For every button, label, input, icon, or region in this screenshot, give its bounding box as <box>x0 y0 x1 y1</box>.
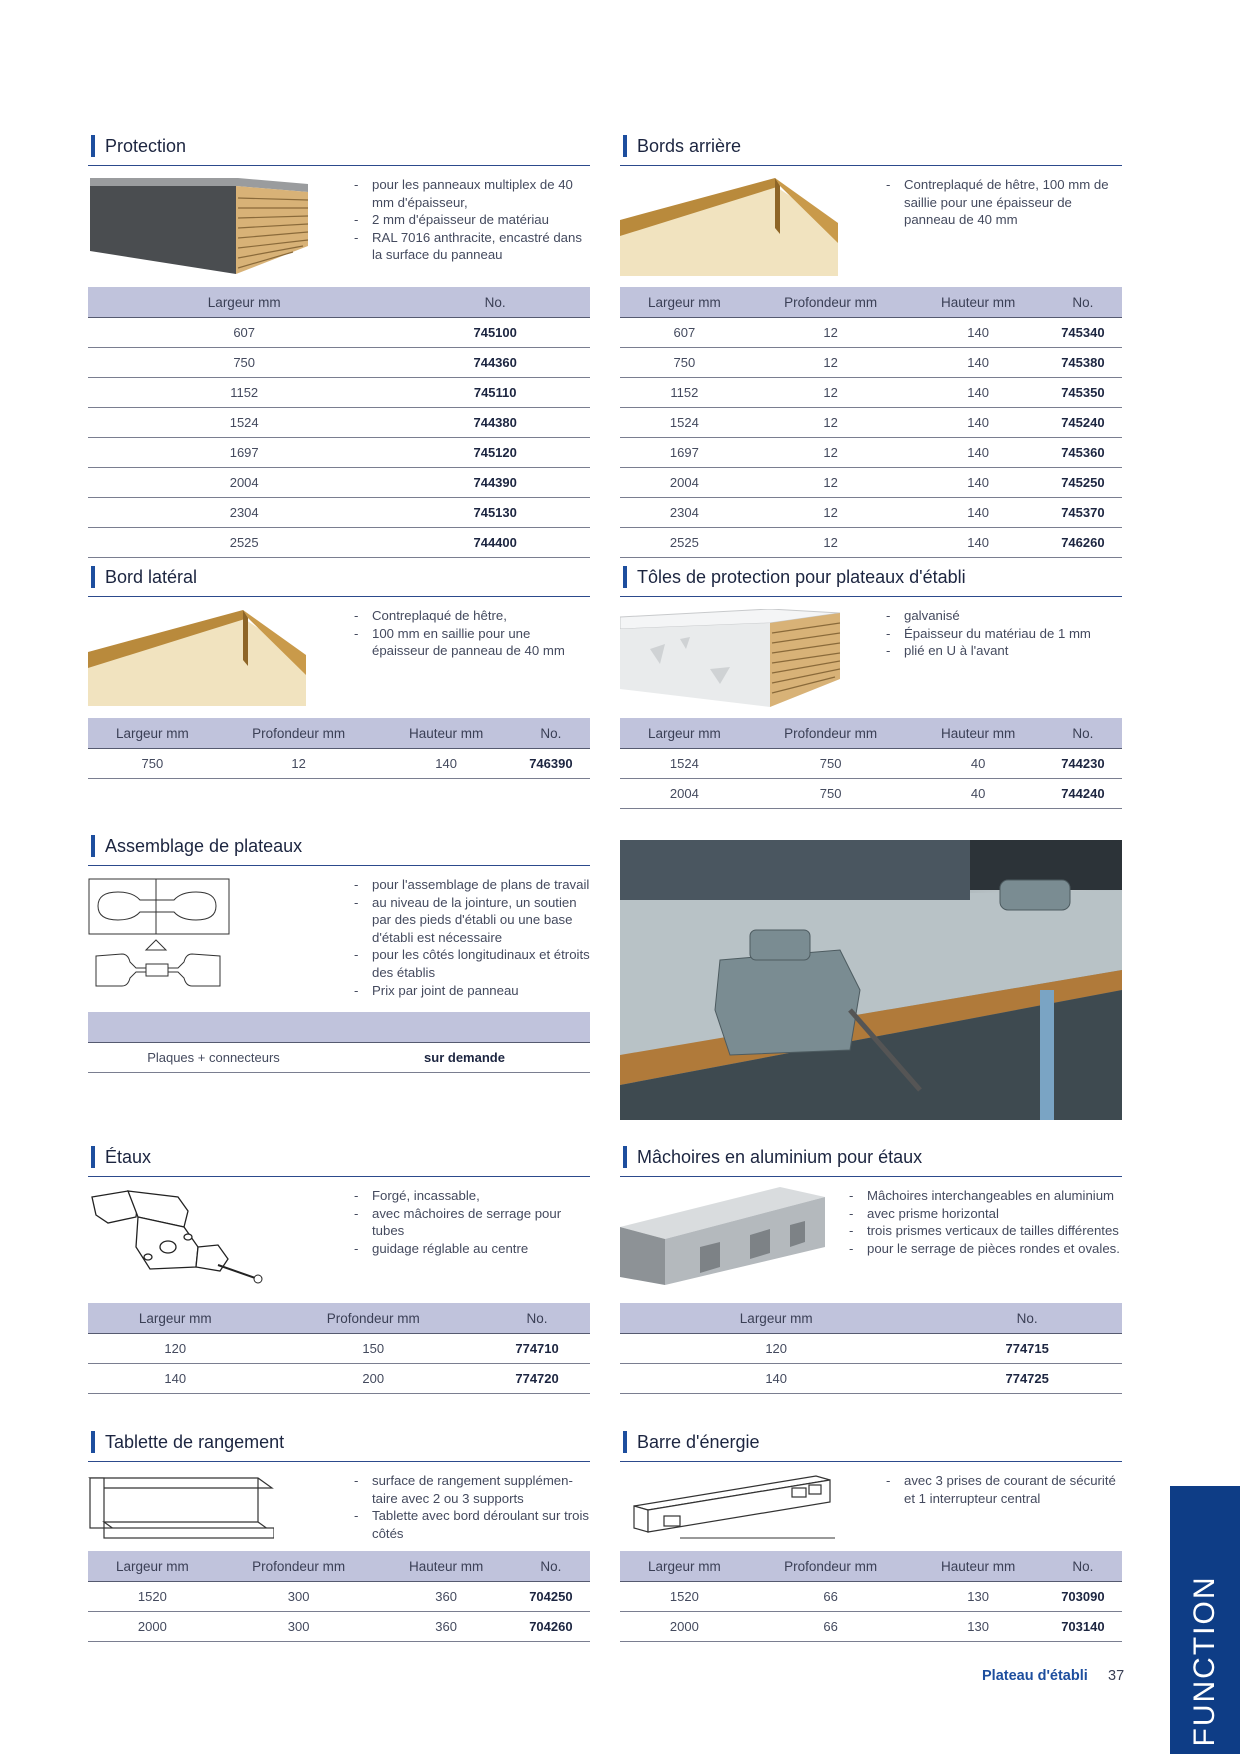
machoires-features <box>849 1187 1124 1257</box>
table-row <box>620 408 1122 438</box>
cell: 1520 <box>620 1582 749 1612</box>
feature-item: - guidage réglable au centre <box>354 1240 590 1258</box>
cell-width: 1524 <box>88 408 400 438</box>
column-header <box>88 1012 590 1043</box>
section-title-text: Étaux <box>105 1147 152 1167</box>
column-header: Profondeur mm <box>749 1551 913 1582</box>
cell-description: Plaques + connecteurs <box>88 1043 339 1073</box>
cell-width: 1697 <box>88 438 400 468</box>
cell-number: 744360 <box>400 348 590 378</box>
cell: 607 <box>620 318 749 348</box>
cell-number: 745110 <box>400 378 590 408</box>
table-row <box>88 528 590 558</box>
cell-width: 2304 <box>88 498 400 528</box>
table-row <box>620 528 1122 558</box>
table-row <box>620 348 1122 378</box>
cell-width: 1152 <box>88 378 400 408</box>
column-header: Largeur mm <box>88 718 217 749</box>
feature-item: - Tablette avec bord déroulant sur trois côtés <box>354 1507 590 1542</box>
barre-features <box>886 1472 1122 1507</box>
feature-item: - avec prisme horizontal <box>849 1205 1124 1223</box>
assemblage-table <box>88 1012 590 1073</box>
protection-features <box>354 176 590 264</box>
cell: 140 <box>912 318 1043 348</box>
column-header: Largeur mm <box>620 1303 932 1334</box>
cell: 2304 <box>620 498 749 528</box>
cell: 12 <box>749 498 913 528</box>
cell-width: 607 <box>88 318 400 348</box>
cell: 66 <box>749 1582 913 1612</box>
feature-item: - Épaisseur du matériau de 1 mm <box>886 625 1122 643</box>
protection-image <box>88 176 308 276</box>
cell-number: 774710 <box>484 1334 590 1364</box>
cell-number: 745240 <box>1044 408 1122 438</box>
cell-number: 745120 <box>400 438 590 468</box>
column-header: No. <box>932 1303 1122 1334</box>
cell-number: 744230 <box>1044 749 1122 779</box>
feature-item: - 100 mm en saillie pour une épaisseur de panneau de 40 mm <box>354 625 590 660</box>
feature-item: - avec 3 prises de courant de sécurité et 1 interrupteur central <box>886 1472 1122 1507</box>
cell-number: 744380 <box>400 408 590 438</box>
cell: 150 <box>262 1334 484 1364</box>
cell: 140 <box>912 438 1043 468</box>
cell-number: 704260 <box>512 1612 590 1642</box>
cell: 1697 <box>620 438 749 468</box>
bords-arriere-table <box>620 287 1122 558</box>
cell: 140 <box>88 1364 262 1394</box>
column-header: Hauteur mm <box>380 718 511 749</box>
feature-item: - Contreplaqué de hêtre, <box>354 607 590 625</box>
table-row <box>620 1582 1122 1612</box>
feature-item: - avec mâchoires de serrage pour tubes <box>354 1205 590 1240</box>
cell: 2000 <box>88 1612 217 1642</box>
cell: 40 <box>912 749 1043 779</box>
cell: 300 <box>217 1612 381 1642</box>
storage-shelf-image <box>88 1472 274 1542</box>
cell: 12 <box>749 438 913 468</box>
column-header: Hauteur mm <box>912 718 1043 749</box>
toles-table <box>620 718 1122 809</box>
table-row <box>88 348 590 378</box>
cell: 300 <box>217 1582 381 1612</box>
cell: 360 <box>380 1582 511 1612</box>
table-row <box>88 498 590 528</box>
section-barre <box>620 1430 1122 1634</box>
feature-item: - Forgé, incassable, <box>354 1187 590 1205</box>
cell: 750 <box>88 749 217 779</box>
section-machoires <box>620 1145 1122 1386</box>
barre-table <box>620 1551 1122 1642</box>
cell: 140 <box>912 468 1043 498</box>
cell: 12 <box>749 318 913 348</box>
cell: 140 <box>380 749 511 779</box>
section-title-text: Tôles de protection pour plateaux d'établi <box>637 567 966 587</box>
table-row <box>88 438 590 468</box>
column-header: No. <box>512 718 590 749</box>
column-header: Largeur mm <box>620 287 749 318</box>
cell-number: 745250 <box>1044 468 1122 498</box>
cell-width: 2525 <box>88 528 400 558</box>
column-header: Profondeur mm <box>217 1551 381 1582</box>
cell: 140 <box>912 348 1043 378</box>
column-header: No. <box>1044 287 1122 318</box>
column-header: No. <box>1044 718 1122 749</box>
section-assemblage <box>88 834 590 1065</box>
column-header: Largeur mm <box>620 1551 749 1582</box>
table-row <box>88 318 590 348</box>
feature-item: - galvanisé <box>886 607 1122 625</box>
cell: 12 <box>749 408 913 438</box>
section-title <box>88 565 590 597</box>
aluminium-jaws-image <box>620 1187 825 1287</box>
section-title <box>88 834 590 866</box>
cell: 1524 <box>620 408 749 438</box>
workbench-photo-drawing <box>620 840 1122 1120</box>
table-row <box>88 1364 590 1394</box>
toles-features <box>886 607 1122 660</box>
cell: 140 <box>620 1364 932 1394</box>
table-row <box>88 1582 590 1612</box>
footer-chapter-title: Plateau d'établi <box>982 1668 1088 1684</box>
column-header: Largeur mm <box>88 1551 217 1582</box>
cell: 1520 <box>88 1582 217 1612</box>
feature-item: - surface de rangement supplémen-taire avec 2 ou 3 supports <box>354 1472 590 1507</box>
column-header: Profondeur mm <box>749 718 913 749</box>
cell-number: 744400 <box>400 528 590 558</box>
side-tab-label: FUNCTION <box>1188 1575 1221 1747</box>
column-header: No. <box>512 1551 590 1582</box>
cell: 12 <box>749 468 913 498</box>
section-bord-lateral <box>88 565 590 771</box>
cell-width: 750 <box>88 348 400 378</box>
machoires-table <box>620 1303 1122 1394</box>
bord-lateral-features <box>354 607 590 660</box>
feature-item: - pour les panneaux multiplex de 40 mm d'épaisseur, <box>354 176 590 211</box>
column-header: Hauteur mm <box>912 1551 1043 1582</box>
feature-item: - au niveau de la jointure, un soutien par des pieds d'établi ou une base d'établi est nécessaire <box>354 894 590 947</box>
cell-number: 745130 <box>400 498 590 528</box>
side-tab <box>1170 1486 1240 1754</box>
cell: 120 <box>620 1334 932 1364</box>
column-header: Hauteur mm <box>912 287 1043 318</box>
cell: 2000 <box>620 1612 749 1642</box>
section-title-text: Mâchoires en aluminium pour étaux <box>637 1147 923 1167</box>
section-title-text: Assemblage de plateaux <box>105 836 303 856</box>
bords-arriere-image <box>620 178 838 276</box>
feature-item: - trois prismes verticaux de tailles différentes <box>849 1222 1124 1240</box>
table-row <box>620 1334 1122 1364</box>
section-title <box>88 134 590 166</box>
feature-item: - pour le serrage de pièces rondes et ovales. <box>849 1240 1124 1258</box>
column-header: Profondeur mm <box>749 287 913 318</box>
table-row <box>88 408 590 438</box>
table-row <box>620 1612 1122 1642</box>
cell: 130 <box>912 1612 1043 1642</box>
cell: 140 <box>912 498 1043 528</box>
column-header: Largeur mm <box>620 718 749 749</box>
cell: 66 <box>749 1612 913 1642</box>
assemblage-features <box>354 876 590 999</box>
table-row <box>620 1364 1122 1394</box>
cell: 750 <box>620 348 749 378</box>
feature-item: - Prix par joint de panneau <box>354 982 590 1000</box>
cell-number: 774725 <box>932 1364 1122 1394</box>
section-title-text: Bord latéral <box>105 567 198 587</box>
section-title <box>88 1430 590 1462</box>
section-toles <box>620 565 1122 801</box>
cell-number: 774715 <box>932 1334 1122 1364</box>
power-strip-image <box>620 1472 835 1542</box>
cell-number: 745340 <box>1044 318 1122 348</box>
column-header: No. <box>1044 1551 1122 1582</box>
cell: 12 <box>749 348 913 378</box>
cell: 1152 <box>620 378 749 408</box>
feature-item: - RAL 7016 anthracite, encastré dans la surface du panneau <box>354 229 590 264</box>
section-title <box>88 1145 590 1177</box>
section-protection <box>88 134 590 550</box>
cell-number: 703140 <box>1044 1612 1122 1642</box>
cell: 140 <box>912 408 1043 438</box>
cell-number: 746390 <box>512 749 590 779</box>
section-title-text: Bords arrière <box>637 136 742 156</box>
cell: 2004 <box>620 779 749 809</box>
table-row <box>88 1612 590 1642</box>
cell-number: 704250 <box>512 1582 590 1612</box>
cell-number: 745360 <box>1044 438 1122 468</box>
feature-item: - Mâchoires interchangeables en aluminium <box>849 1187 1124 1205</box>
column-header: No. <box>484 1303 590 1334</box>
etaux-table <box>88 1303 590 1394</box>
table-row <box>620 438 1122 468</box>
column-header: No. <box>400 287 590 318</box>
section-title-text: Tablette de rangement <box>105 1432 285 1452</box>
section-etaux <box>88 1145 590 1386</box>
tablette-features <box>354 1472 590 1542</box>
cell: 40 <box>912 779 1043 809</box>
column-header: Profondeur mm <box>262 1303 484 1334</box>
table-row <box>88 1334 590 1364</box>
cell-number: 703090 <box>1044 1582 1122 1612</box>
cell-number: 745380 <box>1044 348 1122 378</box>
cell-number: 774720 <box>484 1364 590 1394</box>
etaux-features <box>354 1187 590 1257</box>
protection-table <box>88 287 590 558</box>
table-row <box>620 378 1122 408</box>
column-header: Hauteur mm <box>380 1551 511 1582</box>
section-title <box>620 134 1122 166</box>
cell: 12 <box>217 749 381 779</box>
section-bords-arriere <box>620 134 1122 550</box>
cell: 200 <box>262 1364 484 1394</box>
feature-item: - plié en U à l'avant <box>886 642 1122 660</box>
cell: 750 <box>749 749 913 779</box>
bord-lateral-table <box>88 718 590 779</box>
table-row <box>620 498 1122 528</box>
section-title <box>620 1430 1122 1462</box>
feature-item: - pour les côtés longitudinaux et étroits des établis <box>354 946 590 981</box>
cell-width: 2004 <box>88 468 400 498</box>
feature-item: - 2 mm d'épaisseur de matériau <box>354 211 590 229</box>
cell: 140 <box>912 528 1043 558</box>
page-number: 37 <box>1108 1668 1125 1684</box>
cell-number: 744390 <box>400 468 590 498</box>
section-title <box>620 1145 1122 1177</box>
cell: 2004 <box>620 468 749 498</box>
feature-item: - pour l'assemblage de plans de travail <box>354 876 590 894</box>
tablette-table <box>88 1551 590 1642</box>
section-title-text: Barre d'énergie <box>637 1432 760 1452</box>
cell-price: sur demande <box>339 1043 590 1073</box>
table-row <box>620 318 1122 348</box>
section-tablette <box>88 1430 590 1634</box>
table-row <box>620 749 1122 779</box>
cell-number: 746260 <box>1044 528 1122 558</box>
bord-lateral-image <box>88 610 306 706</box>
cell: 130 <box>912 1582 1043 1612</box>
column-header: Largeur mm <box>88 287 400 318</box>
section-title <box>620 565 1122 597</box>
cell: 120 <box>88 1334 262 1364</box>
table-row <box>88 749 590 779</box>
column-header: Profondeur mm <box>217 718 381 749</box>
table-row <box>88 468 590 498</box>
cell: 12 <box>749 378 913 408</box>
table-row <box>88 1043 590 1073</box>
cell: 12 <box>749 528 913 558</box>
cell: 750 <box>749 779 913 809</box>
cell: 140 <box>912 378 1043 408</box>
cell: 1524 <box>620 749 749 779</box>
cell-number: 744240 <box>1044 779 1122 809</box>
cell: 2525 <box>620 528 749 558</box>
toles-image <box>620 609 840 709</box>
column-header: Largeur mm <box>88 1303 262 1334</box>
feature-item: - Contreplaqué de hêtre, 100 mm de saillie pour une épaisseur de panneau de 40 mm <box>886 176 1122 229</box>
cell-number: 745100 <box>400 318 590 348</box>
table-row <box>620 779 1122 809</box>
workbench-photo <box>620 840 1122 1120</box>
vice-image <box>88 1187 263 1287</box>
bords-arriere-features <box>886 176 1122 229</box>
section-title-text: Protection <box>105 136 187 156</box>
assemblage-image <box>88 878 230 998</box>
table-row <box>88 378 590 408</box>
cell-number: 745350 <box>1044 378 1122 408</box>
cell: 360 <box>380 1612 511 1642</box>
cell-number: 745370 <box>1044 498 1122 528</box>
table-row <box>620 468 1122 498</box>
